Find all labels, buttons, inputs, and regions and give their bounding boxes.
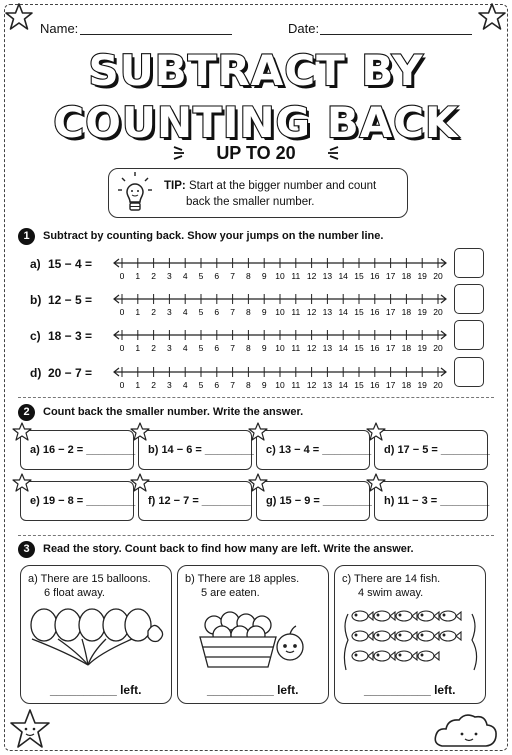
story-letter: b) [185, 573, 195, 585]
page-title-line1: SUBTRACT BY [88, 46, 424, 95]
tick-label: 17 [385, 307, 396, 317]
tick-label: 5 [198, 343, 204, 353]
apple-basket-illustration [194, 605, 314, 673]
fish-icon [352, 611, 373, 621]
page-title-line2: COUNTING BACK [53, 98, 459, 147]
tick-label: 3 [167, 343, 172, 353]
star-icon [366, 473, 386, 493]
tick-label: 0 [119, 380, 125, 390]
tick-label: 9 [261, 271, 267, 281]
cloud-mascot-icon [432, 710, 506, 750]
tick-label: 0 [119, 271, 125, 281]
star-icon [366, 422, 386, 442]
tick-label: 4 [182, 307, 188, 317]
fish-icon [418, 651, 439, 661]
tick-label: 16 [370, 307, 380, 317]
star-icon [248, 473, 268, 493]
tick-label: 1 [135, 307, 141, 317]
tick-label: 14 [338, 271, 348, 281]
story-letter: a) [28, 573, 38, 585]
tick-label: 11 [291, 307, 301, 317]
fish-icon [440, 611, 461, 621]
tick-label: 2 [151, 380, 156, 390]
date-field[interactable] [320, 21, 472, 35]
fish-icon [396, 611, 417, 621]
section-number: 2 [18, 404, 35, 421]
section-instruction: Count back the smaller number. Write the answer. [43, 406, 304, 418]
tick-label: 4 [182, 343, 188, 353]
tick-label: 1 [135, 380, 141, 390]
tick-label: 0 [119, 307, 125, 317]
tick-label: 18 [401, 380, 412, 390]
tick-label: 7 [230, 380, 235, 390]
tick-label: 16 [370, 343, 380, 353]
date-label: Date: [288, 21, 320, 36]
name-label: Name: [40, 21, 79, 36]
tick-label: 9 [261, 343, 267, 353]
tick-label: 17 [385, 380, 396, 390]
tick-label: 15 [354, 343, 364, 353]
story-text: There are 14 fish. [354, 573, 441, 585]
tick-label: 15 [354, 271, 364, 281]
tick-label: 10 [275, 307, 285, 317]
fish-icon [396, 631, 417, 641]
fish-icon [374, 611, 395, 621]
story-line1 [342, 572, 440, 586]
tick-label: 16 [370, 380, 380, 390]
tip-line1: Start at the bigger number and count [188, 180, 377, 192]
section-instruction: Subtract by counting back. Show your jumps on the number line. [43, 230, 384, 242]
tick-label: 7 [230, 307, 235, 317]
star-icon [248, 422, 268, 442]
tick-label: 9 [261, 380, 267, 390]
number-line[interactable] [112, 360, 448, 392]
tick-label: 3 [167, 271, 172, 281]
tick-label: 10 [275, 343, 285, 353]
tick-label: 2 [151, 343, 156, 353]
section-divider [18, 535, 494, 536]
answer-line[interactable]: __________ left. [364, 683, 456, 697]
tick-label: 6 [214, 307, 220, 317]
tick-label: 3 [167, 307, 172, 317]
fish-icon [418, 611, 439, 621]
star-icon [130, 473, 150, 493]
problem-text: e) 19 − 8 = ________ [30, 495, 136, 507]
number-line[interactable] [112, 251, 448, 283]
fish-illustration [338, 600, 484, 672]
tick-label: 7 [230, 271, 235, 281]
tick-label: 12 [306, 307, 317, 317]
problem-letter: c) [30, 329, 41, 343]
tick-label: 8 [246, 307, 251, 317]
problem-text: g) 15 − 9 = ________ [266, 495, 372, 507]
tick-label: 15 [354, 307, 364, 317]
fish-icon [374, 651, 395, 661]
story-text: There are 18 apples. [197, 573, 300, 585]
problem-expression: 18 − 3 = [48, 329, 93, 343]
tick-label: 14 [338, 343, 348, 353]
tick-label: 4 [182, 271, 188, 281]
problem-text: h) 11 − 3 = ________ [384, 495, 490, 507]
tick-label: 12 [306, 380, 317, 390]
section-divider [18, 397, 494, 398]
tick-label: 0 [119, 343, 125, 353]
tip-text [164, 178, 404, 210]
star-icon [12, 473, 32, 493]
tick-label: 11 [291, 380, 301, 390]
tick-label: 14 [338, 307, 348, 317]
problem-text: b) 14 − 6 = ________ [148, 444, 254, 456]
fish-icon [374, 631, 395, 641]
balloons-illustration [28, 605, 166, 675]
star-icon [130, 422, 150, 442]
problem-text: f) 12 − 7 = ________ [148, 495, 251, 507]
tick-label: 17 [385, 271, 396, 281]
number-line[interactable] [112, 323, 448, 355]
corner-star-icon [477, 2, 507, 32]
tick-label: 15 [354, 380, 364, 390]
fish-icon [396, 651, 417, 661]
tick-label: 8 [246, 271, 251, 281]
tick-label: 5 [198, 307, 204, 317]
problem-letter: a) [30, 257, 41, 271]
tick-label: 2 [151, 307, 156, 317]
tick-label: 5 [198, 271, 204, 281]
problem-text: c) 13 − 4 = ________ [266, 444, 372, 456]
name-field[interactable] [80, 21, 232, 35]
tick-label: 13 [322, 271, 333, 281]
tick-label: 18 [401, 307, 412, 317]
star-mascot-icon [8, 707, 52, 751]
tick-label: 2 [151, 271, 156, 281]
corner-star-icon [4, 2, 34, 32]
section-instruction: Read the story. Count back to find how many are left. Write the answer. [43, 543, 414, 555]
tick-label: 20 [433, 380, 443, 390]
star-icon [12, 422, 32, 442]
subtitle: UP TO 20 [216, 143, 296, 163]
number-line[interactable] [112, 287, 448, 319]
tick-label: 5 [198, 380, 204, 390]
tick-label: 6 [214, 271, 220, 281]
tick-label: 6 [214, 380, 220, 390]
fish-icon [352, 631, 373, 641]
problem-text: a) 16 − 2 = ________ [30, 444, 136, 456]
fish-icon [352, 651, 373, 661]
answer-line[interactable]: __________ left. [207, 683, 299, 697]
problem-expression: 20 − 7 = [48, 366, 93, 380]
tick-label: 18 [401, 343, 412, 353]
tick-label: 10 [275, 380, 285, 390]
fish-icon [418, 631, 439, 641]
tick-label: 3 [167, 380, 172, 390]
tick-label: 20 [433, 271, 443, 281]
section-number: 1 [18, 228, 35, 245]
tick-label: 18 [401, 271, 412, 281]
problem-text: d) 17 − 5 = ________ [384, 444, 490, 456]
tick-label: 19 [417, 380, 427, 390]
tick-label: 1 [135, 343, 141, 353]
tick-label: 17 [385, 343, 396, 353]
tick-label: 19 [417, 343, 427, 353]
answer-line[interactable]: __________ left. [50, 683, 142, 697]
story-line1 [28, 572, 151, 586]
story-line1 [185, 572, 299, 586]
tick-label: 12 [306, 343, 317, 353]
section-number: 3 [18, 541, 35, 558]
tick-label: 10 [275, 271, 285, 281]
tick-label: 6 [214, 343, 220, 353]
tick-label: 13 [322, 343, 333, 353]
answer-box[interactable] [454, 320, 484, 350]
tick-label: 12 [306, 271, 317, 281]
problem-expression: 15 − 4 = [48, 257, 93, 271]
tick-label: 8 [246, 343, 251, 353]
problem-letter: b) [30, 293, 42, 307]
tick-label: 13 [322, 307, 333, 317]
tick-label: 13 [322, 380, 333, 390]
fish-icon [440, 631, 461, 641]
answer-box[interactable] [454, 248, 484, 278]
tip-label: TIP: [164, 180, 186, 192]
tick-label: 7 [230, 343, 235, 353]
lightbulb-icon [116, 170, 154, 216]
story-line2: 6 float away. [44, 587, 105, 599]
tick-label: 11 [291, 343, 301, 353]
tick-label: 1 [135, 271, 141, 281]
story-letter: c) [342, 573, 352, 585]
answer-box[interactable] [454, 357, 484, 387]
tick-label: 8 [246, 380, 251, 390]
tick-label: 4 [182, 380, 188, 390]
problem-letter: d) [30, 366, 42, 380]
tick-label: 19 [417, 307, 427, 317]
tick-label: 11 [291, 271, 301, 281]
tick-label: 20 [433, 343, 443, 353]
tip-line2: back the smaller number. [186, 196, 315, 208]
story-line2: 4 swim away. [358, 587, 424, 599]
tick-label: 20 [433, 307, 443, 317]
answer-box[interactable] [454, 284, 484, 314]
story-text: There are 15 balloons. [40, 573, 151, 585]
story-line2: 5 are eaten. [201, 587, 260, 599]
problem-expression: 12 − 5 = [48, 293, 93, 307]
tick-label: 16 [370, 271, 380, 281]
tick-label: 19 [417, 271, 427, 281]
tick-label: 9 [261, 307, 267, 317]
tick-label: 14 [338, 380, 348, 390]
